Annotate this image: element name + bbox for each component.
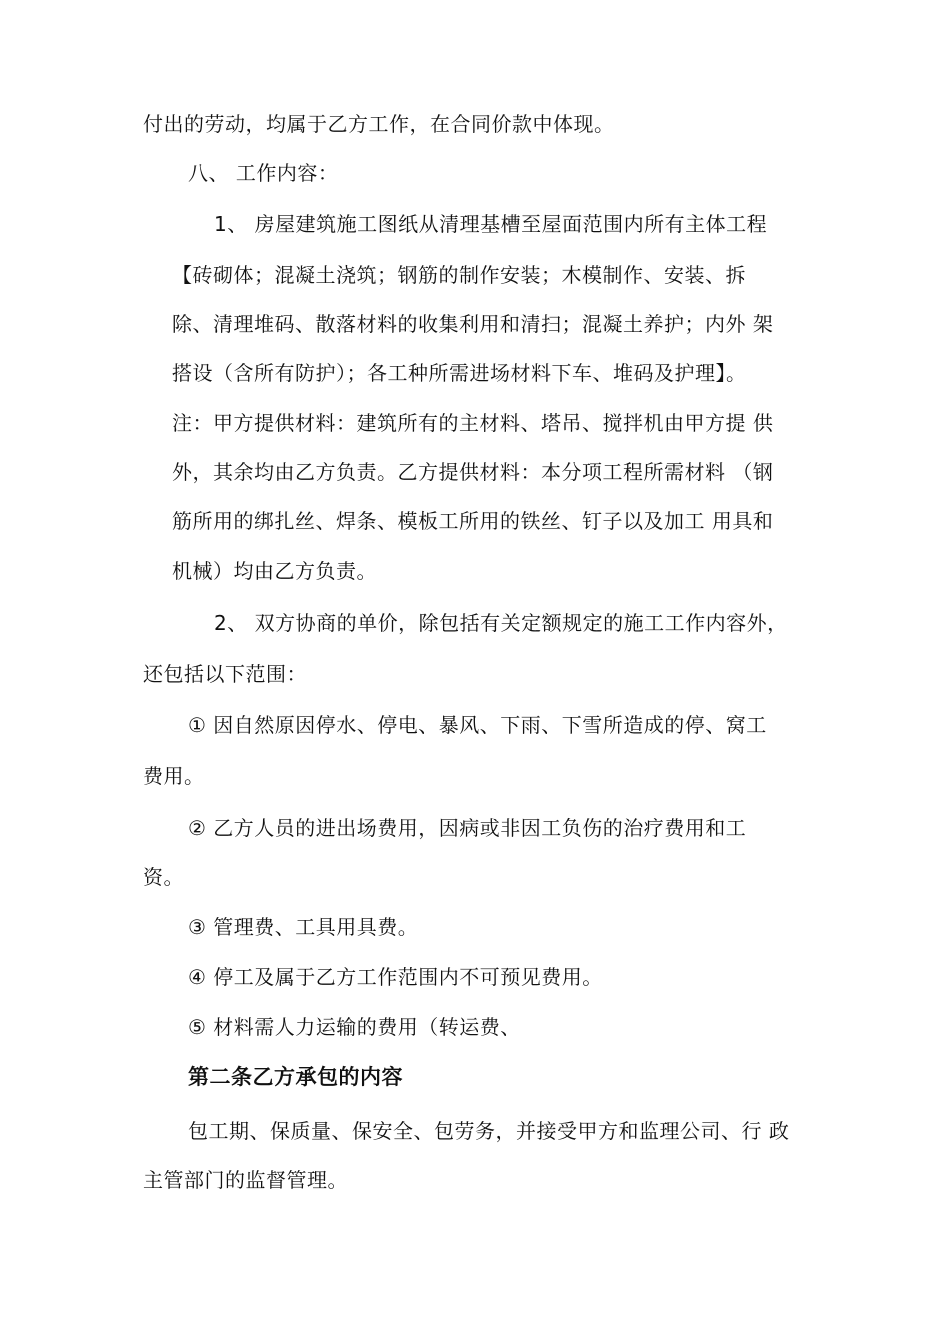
text-line: 费用。 [143, 764, 205, 788]
text-line: 筋所用的绑扎丝、焊条、模板工所用的铁丝、钉子以及加工 用具和 [172, 509, 774, 533]
text-line: 外，其余均由乙方负责。乙方提供材料：本分项工程所需材料 （钢 [172, 460, 774, 484]
article-heading: 第二条乙方承包的内容 [188, 1065, 403, 1089]
text-line: 包工期、保质量、保安全、包劳务，并接受甲方和监理公司、行 政 [188, 1119, 790, 1143]
list-item: ① 因自然原因停水、停电、暴风、下雨、下雪所造成的停、窝工 [188, 713, 767, 737]
list-item: ② 乙方人员的进出场费用，因病或非因工负伤的治疗费用和工 [188, 816, 747, 840]
text-line: 付出的劳动，均属于乙方工作，在合同价款中体现。 [143, 112, 615, 136]
section-heading: 八、 工作内容： [188, 161, 339, 185]
text-line: 1、 房屋建筑施工图纸从清理基槽至屋面范围内所有主体工程 [214, 212, 768, 236]
text-line: 2、 双方协商的单价，除包括有关定额规定的施工工作内容外， [214, 611, 788, 635]
text-line: 注：甲方提供材料：建筑所有的主材料、塔吊、搅拌机由甲方提 供 [172, 411, 774, 435]
text-line: 主管部门的监督管理。 [143, 1168, 348, 1192]
text-line: 机械）均由乙方负责。 [172, 559, 377, 583]
list-item: ③ 管理费、工具用具费。 [188, 915, 419, 939]
text-line: 搭设（含所有防护）；各工种所需进场材料下车、堆码及护理】。 [172, 361, 747, 385]
text-line: 还包括以下范围： [143, 662, 307, 686]
list-item: ⑤ 材料需人力运输的费用（转运费、 [188, 1015, 521, 1039]
list-item: ④ 停工及属于乙方工作范围内不可预见费用。 [188, 965, 603, 989]
text-line: 资。 [143, 865, 184, 889]
text-line: 除、清理堆码、散落材料的收集利用和清扫；混凝土养护；内外 架 [172, 312, 774, 336]
text-line: 【砖砌体；混凝土浇筑；钢筋的制作安装；木模制作、安装、拆 [172, 263, 746, 287]
